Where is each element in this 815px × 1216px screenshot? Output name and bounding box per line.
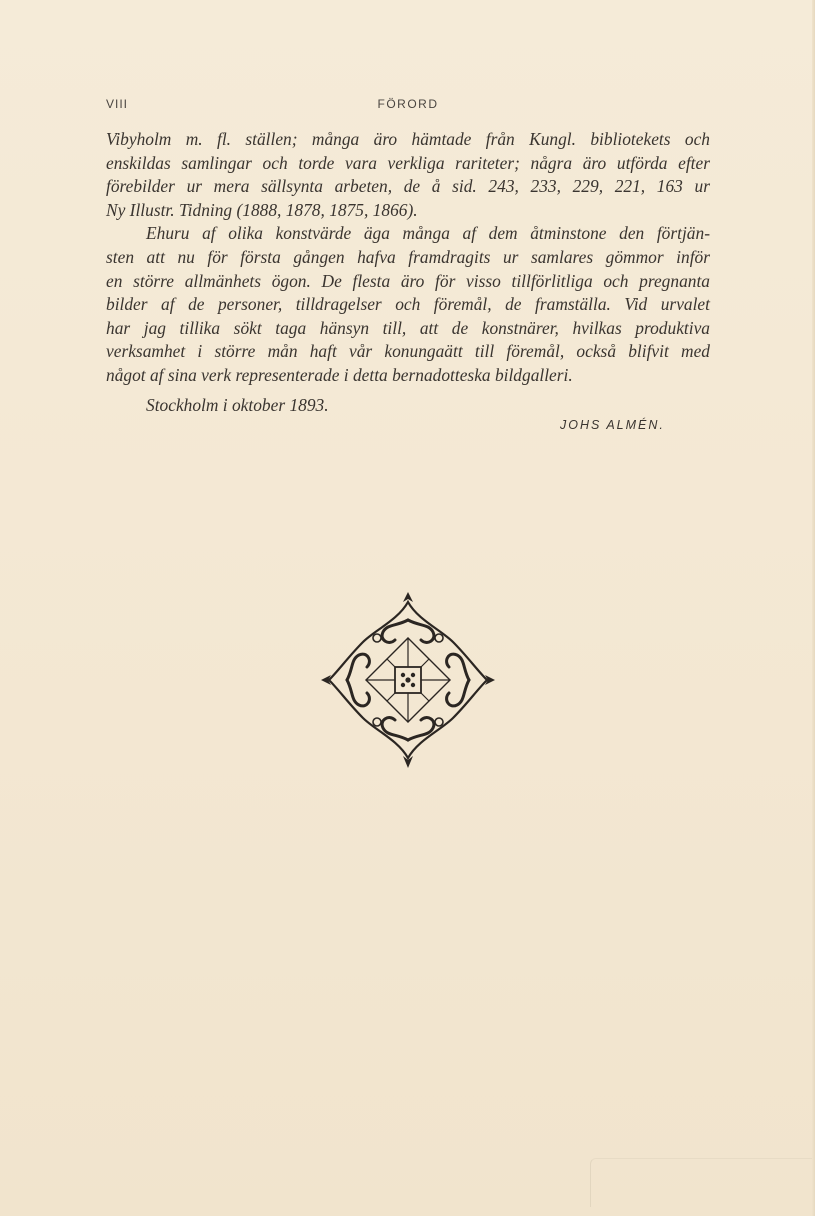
text-line: enskildas samlingar och torde vara verkliga rariteter; några äro utförda efter — [106, 152, 710, 173]
text-line: sten att nu för första gången hafva framdragits ur samlares gömmor inför — [106, 246, 710, 267]
text-line: Ehuru af olika konstvärde äga många af dem åtminstone den förtjän- — [146, 223, 710, 244]
text-line: en större allmänhets ögon. De flesta äro för visso tillförlitliga och pregnanta — [106, 270, 710, 291]
text-line: Ny Illustr. Tidning (1888, 1878, 1875, 1866). — [106, 199, 418, 220]
text-line: bilder af de personer, tilldragelser och föremål, de framställa. Vid urvalet — [106, 294, 710, 315]
running-head — [106, 97, 710, 115]
section-title: FÖRORD — [377, 97, 439, 111]
dateline: Stockholm i oktober 1893. — [146, 395, 329, 415]
text-line: Vibyholm m. fl. ställen; många äro hämtade från Kungl. bibliotekets och — [106, 129, 710, 149]
preface-body — [106, 128, 710, 388]
text-line: verksamhet i större mån haft vår konungaätt till föremål, också blifvit med — [106, 341, 710, 362]
page-number: VIII — [106, 97, 129, 111]
ornamental-fleuron-icon — [321, 590, 495, 770]
signature: JOHS ALMÉN. — [560, 418, 665, 432]
text-line: har jag tillika sökt taga hänsyn till, att de konstnärer, hvilkas produktiva — [106, 317, 710, 338]
text-line: förebilder ur mera sällsynta arbeten, de å sid. 243, 233, 229, 221, 163 ur — [106, 176, 710, 197]
text-line: något af sina verk representerade i detta bernadotteska bildgalleri. — [106, 364, 573, 385]
page-corner-shadow — [590, 1158, 815, 1207]
